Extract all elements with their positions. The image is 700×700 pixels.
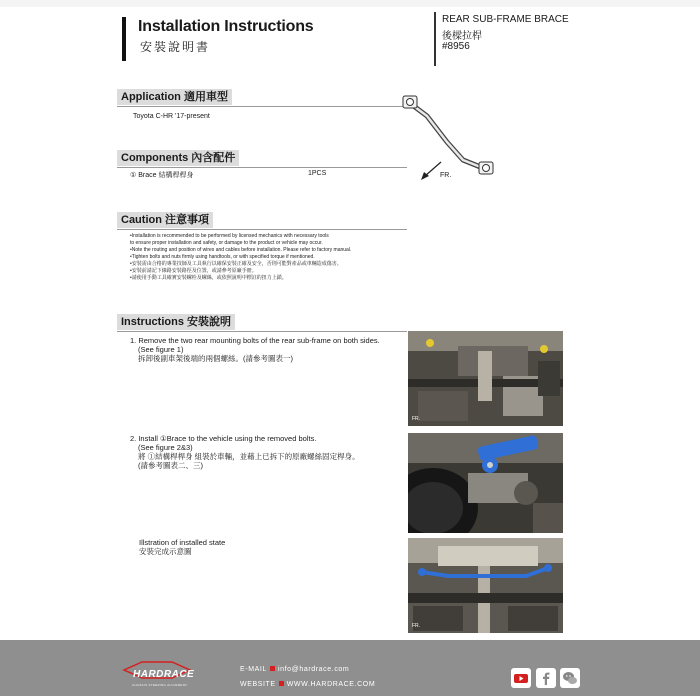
step-2-text-cn: 將 ①結構桿桿身 組裝於車輛，並藉上已拆下的原廠螺絲固定桿身。	[138, 452, 360, 461]
header-divider	[434, 12, 436, 66]
header-accent-bar	[122, 17, 126, 61]
website-link[interactable]: WWW.HARDRACE.COM	[286, 681, 376, 688]
front-direction-label: FR.	[440, 172, 452, 179]
facebook-icon[interactable]	[536, 668, 556, 688]
step-2-ref-cn: (請參考圖表二、三)	[138, 461, 203, 470]
email-link[interactable]: info@hardrace.com	[277, 666, 350, 673]
figure-1-photo	[408, 331, 563, 426]
top-bar	[0, 0, 700, 7]
bushing-end-rear	[479, 162, 493, 174]
step-1-text-cn: 拆卸後副車架後端的兩個螺絲。(請參考圖表一)	[138, 354, 293, 363]
red-square-icon	[270, 666, 275, 671]
component-item: ① Brace 結構桿桿身	[130, 172, 194, 179]
instructions-heading: Instructions 安裝說明	[117, 314, 235, 330]
red-square-icon	[279, 681, 284, 686]
instructions-rule	[117, 331, 407, 332]
component-qty: 1PCS	[308, 170, 327, 177]
wechat-icon[interactable]	[560, 668, 580, 688]
figure-2-photo	[408, 433, 563, 533]
caution-line: •安裝需由合格的專業技師及工具執行以確保安裝正確及安全，否則可能對產品或車輛造成傷害。	[130, 261, 342, 267]
website-line	[240, 681, 375, 688]
caution-line: •Note the routing and position of wires and cables before installation. Please refer to factory manual.	[130, 247, 352, 253]
page-subtitle: 安裝說明書	[140, 40, 211, 54]
application-rule	[117, 106, 407, 107]
youtube-icon[interactable]	[511, 668, 531, 688]
step-2	[130, 434, 360, 470]
caution-line: •Installation is recommended to be performed by licensed mechanics with necessary tools	[130, 233, 329, 239]
caution-heading: Caution 注意事項	[117, 212, 213, 228]
product-name-cn: 後樑拉桿	[442, 31, 482, 42]
figure-2-image	[408, 433, 563, 533]
caution-list	[130, 233, 351, 282]
application-heading: Application 適用車型	[117, 89, 232, 105]
components-rule	[117, 167, 407, 168]
step-3-text-cn: 安裝完成示意圖	[139, 547, 192, 556]
brand-logo-text: HARDRACE	[133, 669, 195, 680]
caution-line: •安裝前請記下線路安裝路徑及位置，或請參考原廠手冊。	[130, 268, 257, 274]
figure-3-fr-label: FR.	[412, 623, 421, 629]
step-2-ref: (See figure 2&3)	[138, 443, 193, 452]
product-name: REAR SUB-FRAME BRACE	[442, 14, 569, 25]
direction-arrow	[421, 162, 441, 180]
brace-bar-shape	[411, 104, 483, 168]
caution-rule	[117, 229, 407, 230]
bushing-end-front	[403, 96, 417, 108]
part-number: #8956	[442, 41, 470, 52]
figure-3-image	[408, 538, 563, 633]
caution-line: •請使用手動工具確實安裝螺栓及螺絲，或依照說明中標註的扭力上鎖。	[130, 275, 287, 281]
step-3-text: Illstration of installed state	[139, 538, 226, 547]
figure-3-photo	[408, 538, 563, 633]
caution-line: •Tighten bolts and nuts firmly using handtools, or with specified torque if mentioned.	[130, 254, 315, 260]
step-1-text: 1. Remove the two rear mounting bolts of the rear sub-frame on both sides.	[130, 336, 380, 345]
step-3	[139, 538, 225, 556]
email-line	[240, 666, 349, 673]
email-label: E-MAIL	[240, 666, 267, 673]
page-title: Installation Instructions	[138, 18, 314, 35]
step-1	[130, 336, 380, 363]
brand-tagline: CHASSIS STEERING ALIGNMENT	[132, 683, 188, 687]
website-label: WEBSITE	[240, 681, 276, 688]
caution-line: to ensure proper installation and safety, or damage to the product or vehicle may occur.	[130, 240, 323, 246]
step-2-text: 2. Install ①Brace to the vehicle using the removed bolts.	[130, 434, 317, 443]
figure-1-image	[408, 331, 563, 426]
step-1-ref: (See figure 1)	[138, 345, 184, 354]
vehicle-application: Toyota C-HR '17-present	[133, 113, 210, 120]
components-heading: Components 內含配件	[117, 150, 239, 166]
figure-1-fr-label: FR.	[412, 416, 421, 422]
